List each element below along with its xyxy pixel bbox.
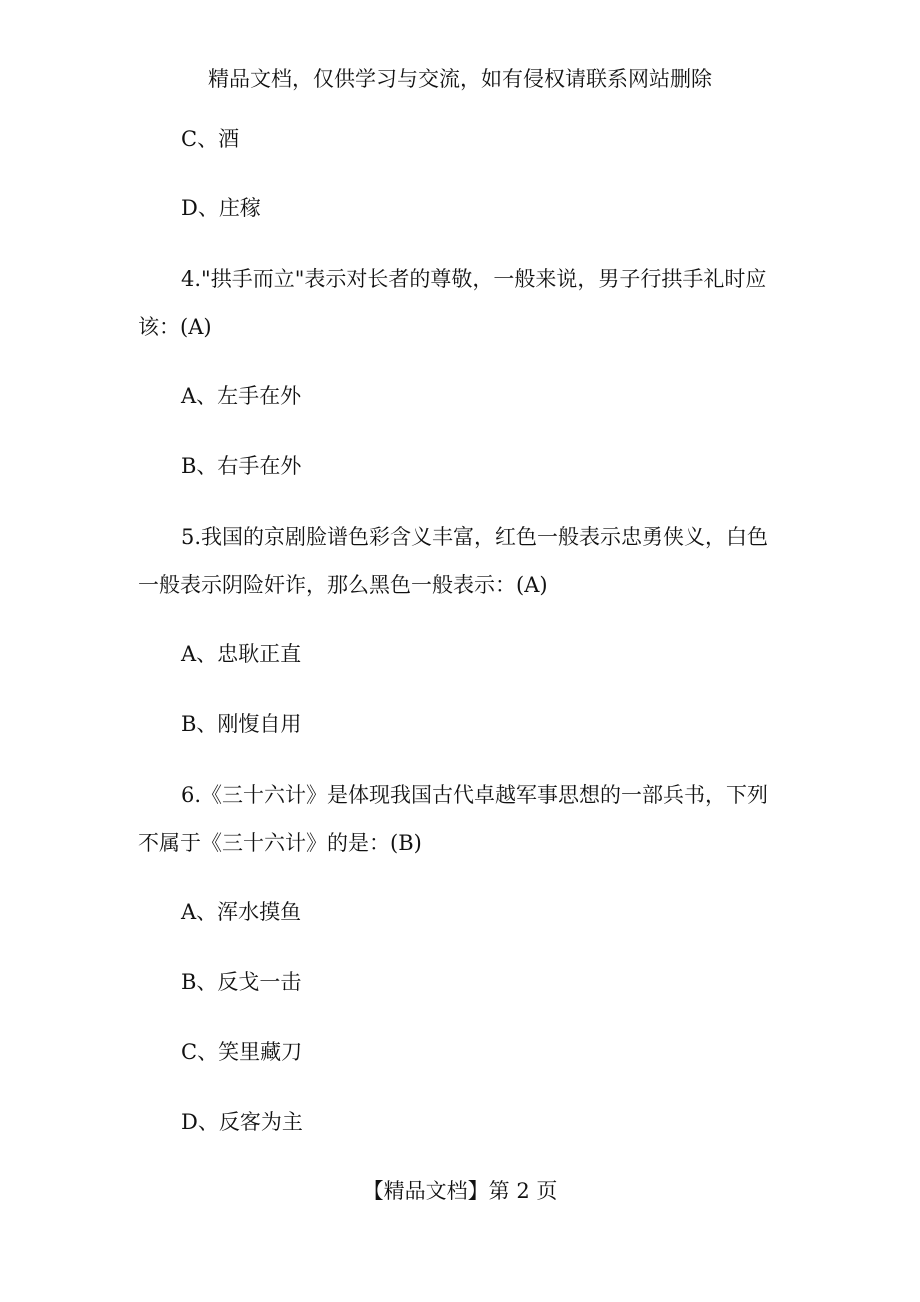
question-6-line-1: 6.《三十六计》是体现我国古代卓越军事思想的一部兵书，下列 [181, 783, 769, 807]
question-4-option-a: A、左手在外 [181, 384, 302, 408]
question-5-option-a: A、忠耿正直 [181, 642, 302, 666]
option-c-line: C、酒 [181, 127, 240, 151]
question-6-option-b: B、反戈一击 [181, 970, 302, 994]
question-5-line-2: 一般表示阴险奸诈，那么黑色一般表示：(A) [138, 573, 548, 597]
question-4-option-b: B、右手在外 [181, 454, 302, 478]
page-header: 精品文档，仅供学习与交流，如有侵权请联系网站删除 [208, 67, 712, 91]
question-5-option-b: B、刚愎自用 [181, 712, 302, 736]
question-4-line-2: 该：(A) [138, 315, 212, 339]
option-d-line: D、庄稼 [181, 196, 261, 220]
question-6-line-2: 不属于《三十六计》的是：(B) [138, 831, 422, 855]
question-6-option-a: A、浑水摸鱼 [181, 900, 302, 924]
page-footer: 【精品文档】第 2 页 [362, 1179, 558, 1203]
question-6-option-c: C、笑里藏刀 [181, 1040, 303, 1064]
question-5-line-1: 5.我国的京剧脸谱色彩含义丰富，红色一般表示忠勇侠义，白色 [181, 525, 769, 549]
question-4-line-1: 4."拱手而立"表示对长者的尊敬，一般来说，男子行拱手礼时应 [181, 267, 767, 291]
question-6-option-d: D、反客为主 [181, 1110, 303, 1134]
